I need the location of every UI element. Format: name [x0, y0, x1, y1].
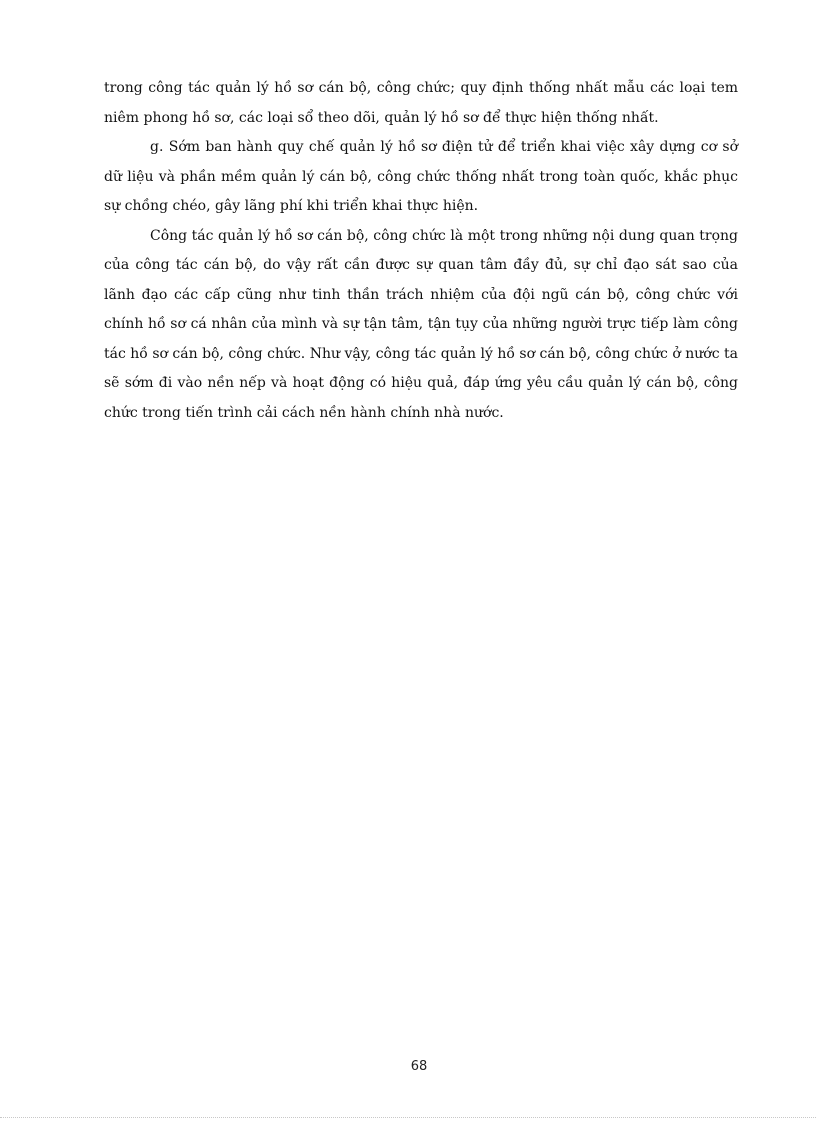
paragraph-conclusion: Công tác quản lý hồ sơ cán bộ, công chức là một trong những nội dung quan trọng của công tác cán bộ, do vậy rất cần được sự quan tâm đầy đủ, sự chỉ đạo sát sao của lãnh đạo các cấp cũng như tinh thần trách nhiệm của đội ngũ cán bộ, công chức với chính hồ sơ cá nhân của mình và sự tận tâm, tận tụy của những người trực tiếp làm công tác hồ sơ cán bộ, công chức. Như vậy, công tác quản lý hồ sơ cán bộ, công chức ở nước ta sẽ sớm đi vào nền nếp và hoạt động có hiệu quả, đáp ứng yêu cầu quản lý cán bộ, công chức trong tiến trình cải cách nền hành chính nhà nước. — [104, 227, 738, 421]
body-text — [104, 74, 738, 428]
paragraph-continuation: trong công tác quản lý hồ sơ cán bộ, công chức; quy định thống nhất mẫu các loại tem niêm phong hồ sơ, các loại sổ theo dõi, quản lý hồ sơ để thực hiện thống nhất. — [104, 80, 738, 126]
page-number: 68 — [410, 1059, 428, 1074]
paragraph-item-g: g. Sớm ban hành quy chế quản lý hồ sơ điện tử để triển khai việc xây dựng cơ sở dữ liệu và phần mềm quản lý cán bộ, công chức thống nhất trong toàn quốc, khắc phục sự chồng chéo, gây lãng phí khi triển khai thực hiện. — [104, 139, 738, 214]
page-bottom-divider — [0, 1117, 816, 1118]
